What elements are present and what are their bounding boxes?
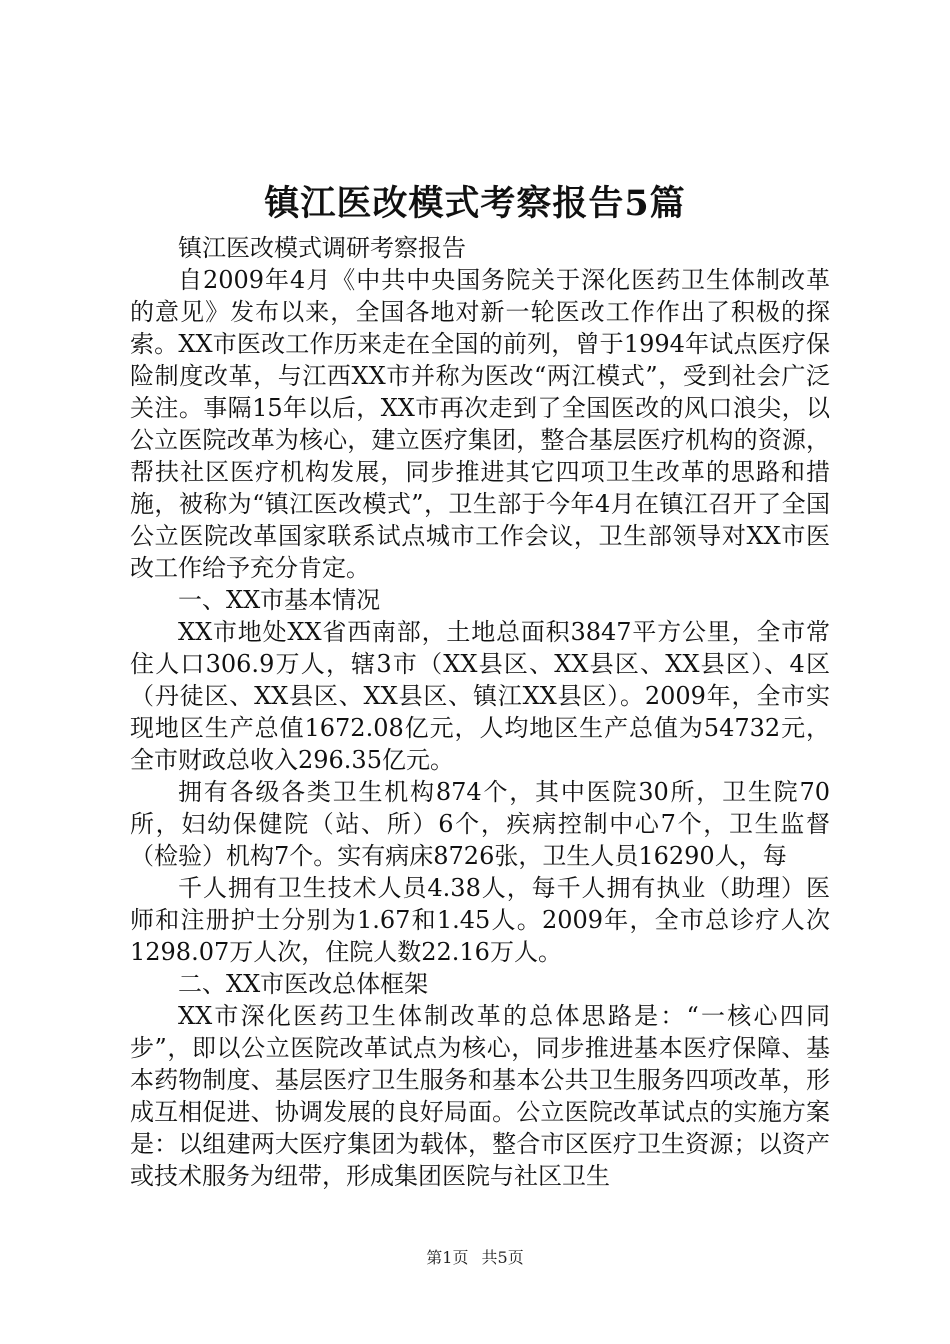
section-heading-1: 一、XX市基本情况 (178, 586, 381, 614)
paragraph-framework: XX市深化医药卫生体制改革的总体思路是：“一核心四同步”，即以公立医院改革试点为核心，同步推进基本医疗保障、基本药物制度、基层医疗卫生服务和基本公共卫生服务四项改革，形成互相促进、协调发展的良好局面。公立医院改革试点的实施方案是：以组建两大医疗集团为载体，整合市区医疗卫生资源；以资产或技术服务为纽带，形成集团医院与社区卫生 (130, 1002, 830, 1190)
paragraph-staff-stats: 千人拥有卫生技术人员4.38人，每千人拥有执业（助理）医师和注册护士分别为1.67和1.45人。2009年，全市总诊疗人次1298.07万人次，住院人数22.16万人。 (130, 874, 830, 966)
body-block-top (130, 232, 830, 872)
document-title: 镇江医改模式考察报告5篇 (264, 183, 686, 224)
section-heading-2: 二、XX市医改总体框架 (178, 970, 429, 998)
paragraph-subtitle: 镇江医改模式调研考察报告 (178, 234, 466, 262)
page-number: 第1页 (426, 1248, 469, 1267)
paragraph-intro: 自2009年4月《中共中央国务院关于深化医药卫生体制改革的意见》发布以来，全国各地对新一轮医改工作作出了积极的探索。XX市医改工作历来走在全国的前列，曾于1994年试点医疗保险制度改革，与江西XX市并称为医改“两江模式”，受到社会广泛关注。事隔15年以后，XX市再次走到了全国医改的风口浪尖，以公立医院改革为核心，建立医疗集团，整合基层医疗机构的资源，帮扶社区医疗机构发展，同步推进其它四项卫生改革的思路和措施，被称为“镇江医改模式”，卫生部于今年4月在镇江召开了全国公立医院改革国家联系试点城市工作会议，卫生部领导对XX市医改工作给予充分肯定。 (130, 266, 830, 582)
paragraph-institutions: 拥有各级各类卫生机构874个，其中医院30所，卫生院70所，妇幼保健院（站、所）6个，疾病控制中心7个，卫生监督（检验）机构7个。实有病床8726张，卫生人员16290人，每 (130, 778, 830, 870)
body-block-bottom (130, 872, 830, 1192)
page-total: 共5页 (481, 1248, 524, 1267)
page-footer (0, 1247, 950, 1269)
paragraph-basic-info: XX市地处XX省西南部，土地总面积3847平方公里，全市常住人口306.9万人，辖3市（XX县区、XX县区、XX县区）、4区（丹徒区、XX县区、XX县区、镇江XX县区）。2009年，全市实现地区生产总值1672.08亿元，人均地区生产总值为54732元，全市财政总收入296.35亿元。 (130, 618, 830, 774)
